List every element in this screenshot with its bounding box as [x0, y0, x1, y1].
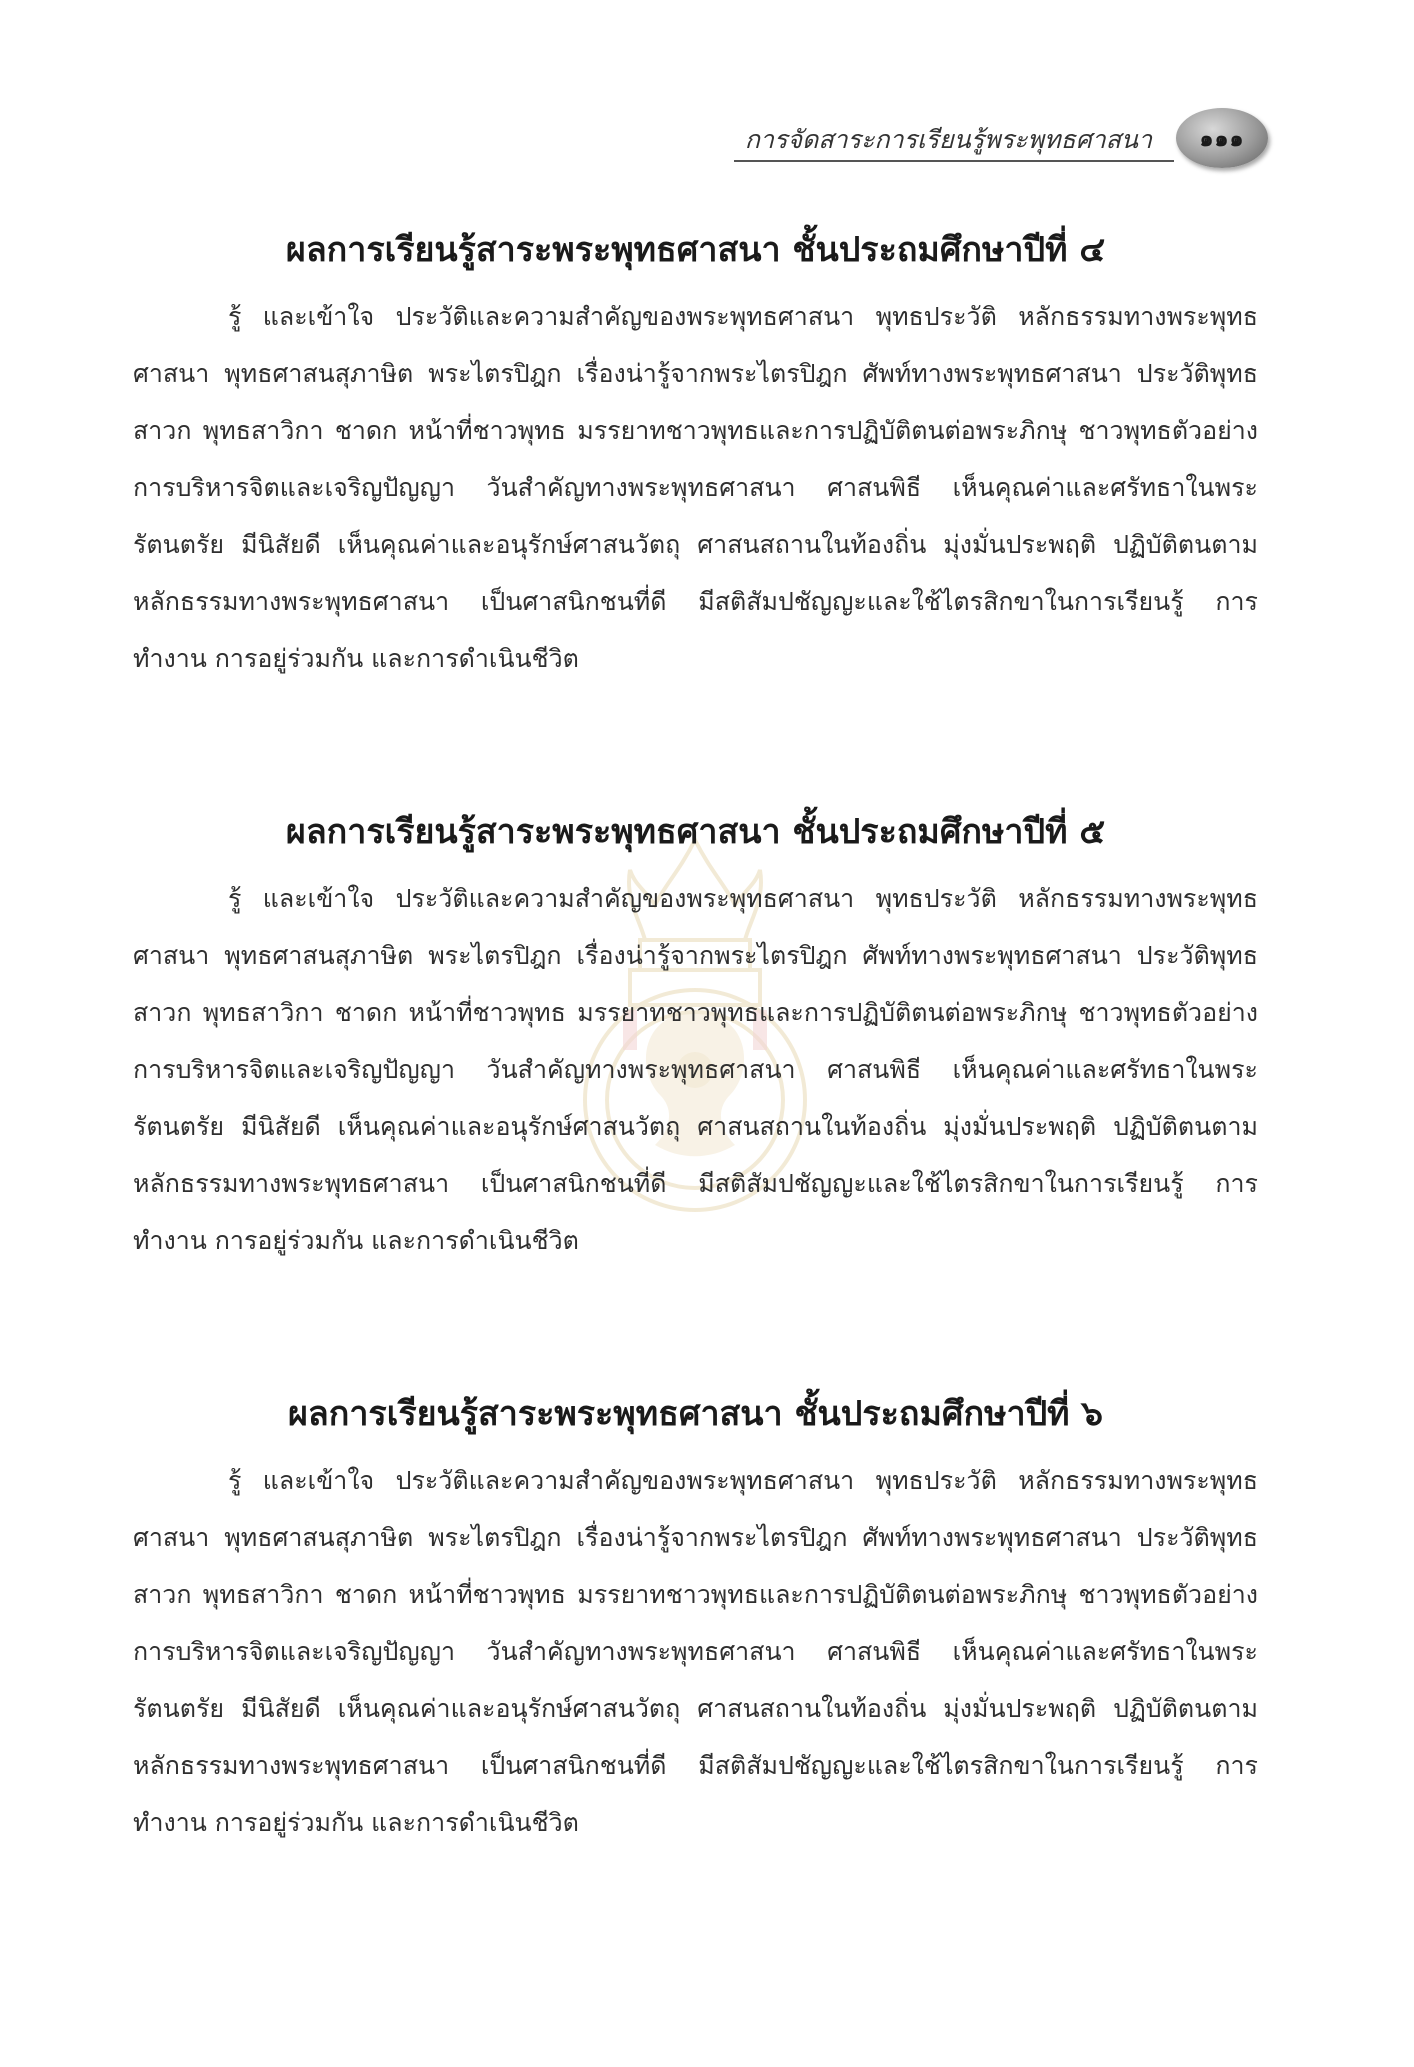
running-header: [700, 108, 1270, 178]
section-heading: ผลการเรียนรู้สาระพระพุทธศาสนา ชั้นประถมศึกษาปีที่ ๕: [285, 812, 1106, 852]
learning-outcome-section-grade6: [133, 1392, 1258, 1851]
learning-outcome-section-grade5: [133, 810, 1258, 1269]
section-body: รู้ และเข้าใจ ประวัติและความสำคัญของพระพุทธศาสนา พุทธประวัติ หลักธรรมทางพระพุทธศาสนา พุทธศาสนสุภาษิต พระไตรปิฎก เรื่องน่ารู้จากพระไตรปิฎก ศัพท์ทางพระพุทธศาสนา ประวัติพุทธสาวก พุทธสาวิกา ชาดก หน้าที่ชาวพุทธ มรรยาทชาวพุทธและการปฏิบัติตนต่อพระภิกษุ ชาวพุทธตัวอย่าง การบริหารจิตและเจริญปัญญา วันสำคัญทางพระพุทธศาสนา ศาสนพิธี เห็นคุณค่าและศรัทธาในพระรัตนตรัย มีนิสัยดี เห็นคุณค่าและอนุรักษ์ศาสนวัตถุ ศาสนสถานในท้องถิ่น มุ่งมั่นประพฤติ ปฏิบัติตนตามหลักธรรมทางพระพุทธศาสนา เป็นศาสนิกชนที่ดี มีสติสัมปชัญญะและใช้ไตรสิกขาในการเรียนรู้ การทำงาน การอยู่ร่วมกัน และการดำเนินชีวิต: [133, 1466, 1258, 1838]
header-rule: [734, 160, 1174, 162]
section-body: รู้ และเข้าใจ ประวัติและความสำคัญของพระพุทธศาสนา พุทธประวัติ หลักธรรมทางพระพุทธศาสนา พุทธศาสนสุภาษิต พระไตรปิฎก เรื่องน่ารู้จากพระไตรปิฎก ศัพท์ทางพระพุทธศาสนา ประวัติพุทธสาวก พุทธสาวิกา ชาดก หน้าที่ชาวพุทธ มรรยาทชาวพุทธและการปฏิบัติตนต่อพระภิกษุ ชาวพุทธตัวอย่าง การบริหารจิตและเจริญปัญญา วันสำคัญทางพระพุทธศาสนา ศาสนพิธี เห็นคุณค่าและศรัทธาในพระรัตนตรัย มีนิสัยดี เห็นคุณค่าและอนุรักษ์ศาสนวัตถุ ศาสนสถานในท้องถิ่น มุ่งมั่นประพฤติ ปฏิบัติตนตามหลักธรรมทางพระพุทธศาสนา เป็นศาสนิกชนที่ดี มีสติสัมปชัญญะและใช้ไตรสิกขาในการเรียนรู้ การทำงาน การอยู่ร่วมกัน และการดำเนินชีวิต: [133, 302, 1258, 674]
section-heading: ผลการเรียนรู้สาระพระพุทธศาสนา ชั้นประถมศึกษาปีที่ ๖: [288, 1394, 1103, 1434]
section-body: รู้ และเข้าใจ ประวัติและความสำคัญของพระพุทธศาสนา พุทธประวัติ หลักธรรมทางพระพุทธศาสนา พุทธศาสนสุภาษิต พระไตรปิฎก เรื่องน่ารู้จากพระไตรปิฎก ศัพท์ทางพระพุทธศาสนา ประวัติพุทธสาวก พุทธสาวิกา ชาดก หน้าที่ชาวพุทธ มรรยาทชาวพุทธและการปฏิบัติตนต่อพระภิกษุ ชาวพุทธตัวอย่าง การบริหารจิตและเจริญปัญญา วันสำคัญทางพระพุทธศาสนา ศาสนพิธี เห็นคุณค่าและศรัทธาในพระรัตนตรัย มีนิสัยดี เห็นคุณค่าและอนุรักษ์ศาสนวัตถุ ศาสนสถานในท้องถิ่น มุ่งมั่นประพฤติ ปฏิบัติตนตามหลักธรรมทางพระพุทธศาสนา เป็นศาสนิกชนที่ดี มีสติสัมปชัญญะและใช้ไตรสิกขาในการเรียนรู้ การทำงาน การอยู่ร่วมกัน และการดำเนินชีวิต: [133, 884, 1258, 1256]
page-number: ๑๑๑: [1199, 126, 1245, 152]
section-heading: ผลการเรียนรู้สาระพระพุทธศาสนา ชั้นประถมศึกษาปีที่ ๔: [285, 230, 1106, 270]
page-number-badge: [1176, 108, 1268, 168]
learning-outcome-section-grade4: [133, 228, 1258, 687]
running-title: การจัดสาระการเรียนรู้พระพุทธศาสนา: [744, 125, 1152, 154]
